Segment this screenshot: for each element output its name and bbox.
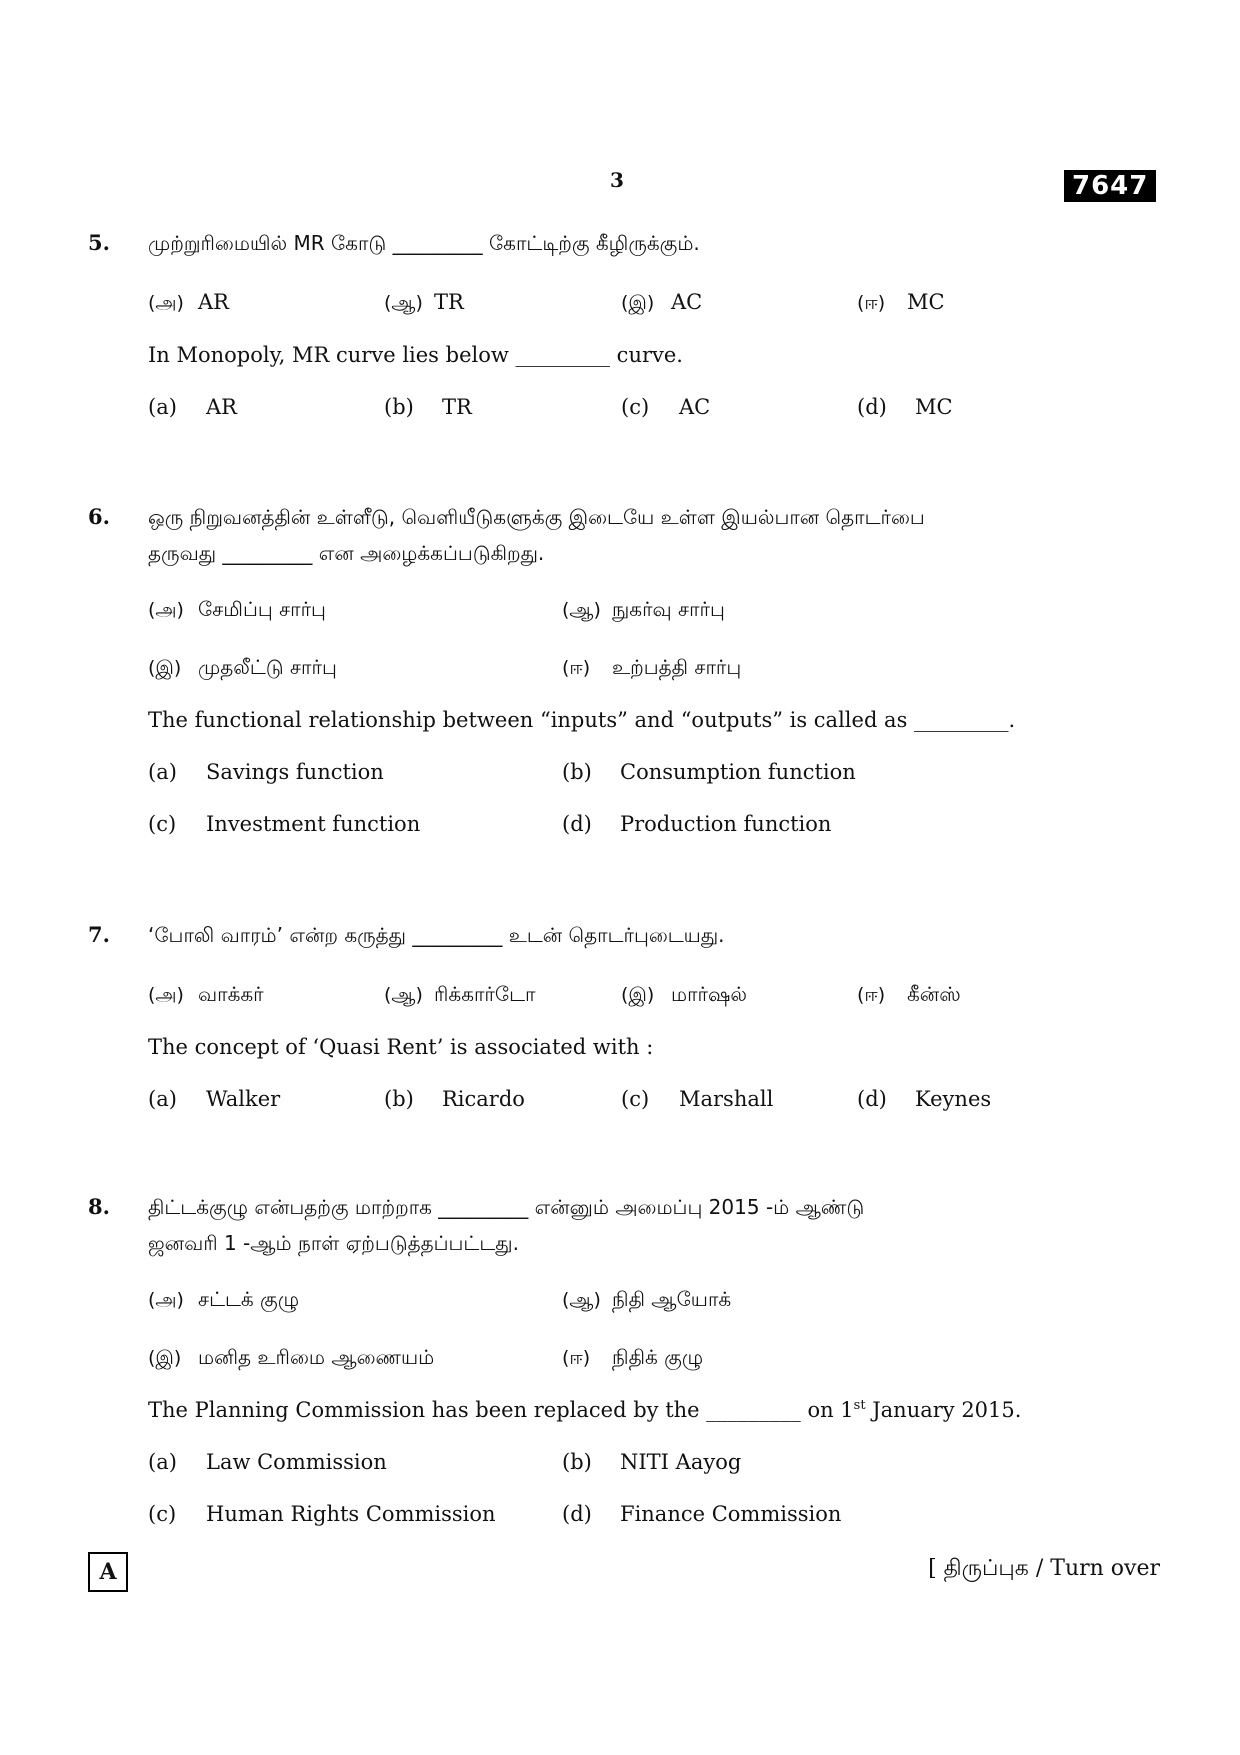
option: (c) AC bbox=[621, 395, 711, 419]
option: (b) NITI Aayog bbox=[562, 1450, 742, 1474]
question-text-english: The concept of ‘Quasi Rent’ is associated with : bbox=[148, 1035, 654, 1059]
question-text-english: The Planning Commission has been replaced by the _________ on 1st January 2015. bbox=[148, 1398, 1022, 1422]
option: (ஆ) நிதி ஆயோக் bbox=[562, 1287, 732, 1311]
option: (b) Consumption function bbox=[562, 760, 856, 784]
option: (ஈ) கீன்ஸ் bbox=[857, 982, 961, 1006]
question-number: 8. bbox=[88, 1194, 110, 1219]
option: (c) Marshall bbox=[621, 1087, 774, 1111]
option: (b) Ricardo bbox=[384, 1087, 525, 1111]
option: (ஈ) நிதிக் குழு bbox=[562, 1345, 704, 1369]
option: (c) Investment function bbox=[148, 812, 421, 836]
option: (இ) மார்ஷல் bbox=[621, 982, 747, 1006]
question-text-tamil: முற்றுரிமையில் MR கோடு _________ கோட்டிற்கு கீழிருக்கும். bbox=[148, 231, 700, 255]
version-box: A bbox=[88, 1552, 128, 1592]
turn-over-note: [ திருப்புக / Turn over bbox=[928, 1556, 1160, 1581]
option: (c) Human Rights Commission bbox=[148, 1502, 496, 1526]
question-text-tamil: ‘போலி வாரம்’ என்ற கருத்து _________ உடன் தொடர்புடையது. bbox=[148, 923, 725, 947]
option: (ஆ) TR bbox=[384, 290, 464, 314]
option: (a) AR bbox=[148, 395, 237, 419]
question-text-tamil: ஜனவரி 1 -ஆம் நாள் ஏற்படுத்தப்பட்டது. bbox=[148, 1231, 519, 1255]
option: (இ) மனித உரிமை ஆணையம் bbox=[148, 1345, 435, 1369]
option: (a) Savings function bbox=[148, 760, 384, 784]
option: (d) Finance Commission bbox=[562, 1502, 842, 1526]
option: (அ) சட்டக் குழு bbox=[148, 1287, 300, 1311]
question-text-tamil: தருவது _________ என அழைக்கப்படுகிறது. bbox=[148, 541, 545, 565]
option: (அ) வாக்கர் bbox=[148, 982, 264, 1006]
paper-code: 7647 bbox=[1064, 170, 1156, 202]
option: (இ) முதலீட்டு சார்பு bbox=[148, 655, 337, 679]
question-text-tamil: ஒரு நிறுவனத்தின் உள்ளீடு, வெளியீடுகளுக்கு இடையே உள்ள இயல்பான தொடர்பை bbox=[148, 505, 925, 529]
option: (ஆ) ரிக்கார்டோ bbox=[384, 982, 536, 1006]
option: (a) Walker bbox=[148, 1087, 281, 1111]
question-text-tamil: திட்டக்குழு என்பதற்கு மாற்றாக _________ என்னும் அமைப்பு 2015 -ம் ஆண்டு bbox=[148, 1195, 865, 1219]
option: (b) TR bbox=[384, 395, 472, 419]
option: (ஈ) MC bbox=[857, 290, 945, 314]
question-number: 5. bbox=[88, 230, 110, 255]
option: (a) Law Commission bbox=[148, 1450, 387, 1474]
question-text-english: The functional relationship between “inputs” and “outputs” is called as _________. bbox=[148, 708, 1016, 732]
question-number: 6. bbox=[88, 504, 110, 529]
option: (ஈ) உற்பத்தி சார்பு bbox=[562, 655, 742, 679]
page-number: 3 bbox=[610, 168, 624, 192]
option: (இ) AC bbox=[621, 290, 703, 314]
question-text-english: In Monopoly, MR curve lies below _________ curve. bbox=[148, 343, 683, 367]
option: (d) MC bbox=[857, 395, 953, 419]
question-number: 7. bbox=[88, 922, 110, 947]
option: (அ) AR bbox=[148, 290, 229, 314]
option: (d) Keynes bbox=[857, 1087, 992, 1111]
option: (ஆ) நுகர்வு சார்பு bbox=[562, 597, 725, 621]
option: (அ) சேமிப்பு சார்பு bbox=[148, 597, 326, 621]
option: (d) Production function bbox=[562, 812, 832, 836]
